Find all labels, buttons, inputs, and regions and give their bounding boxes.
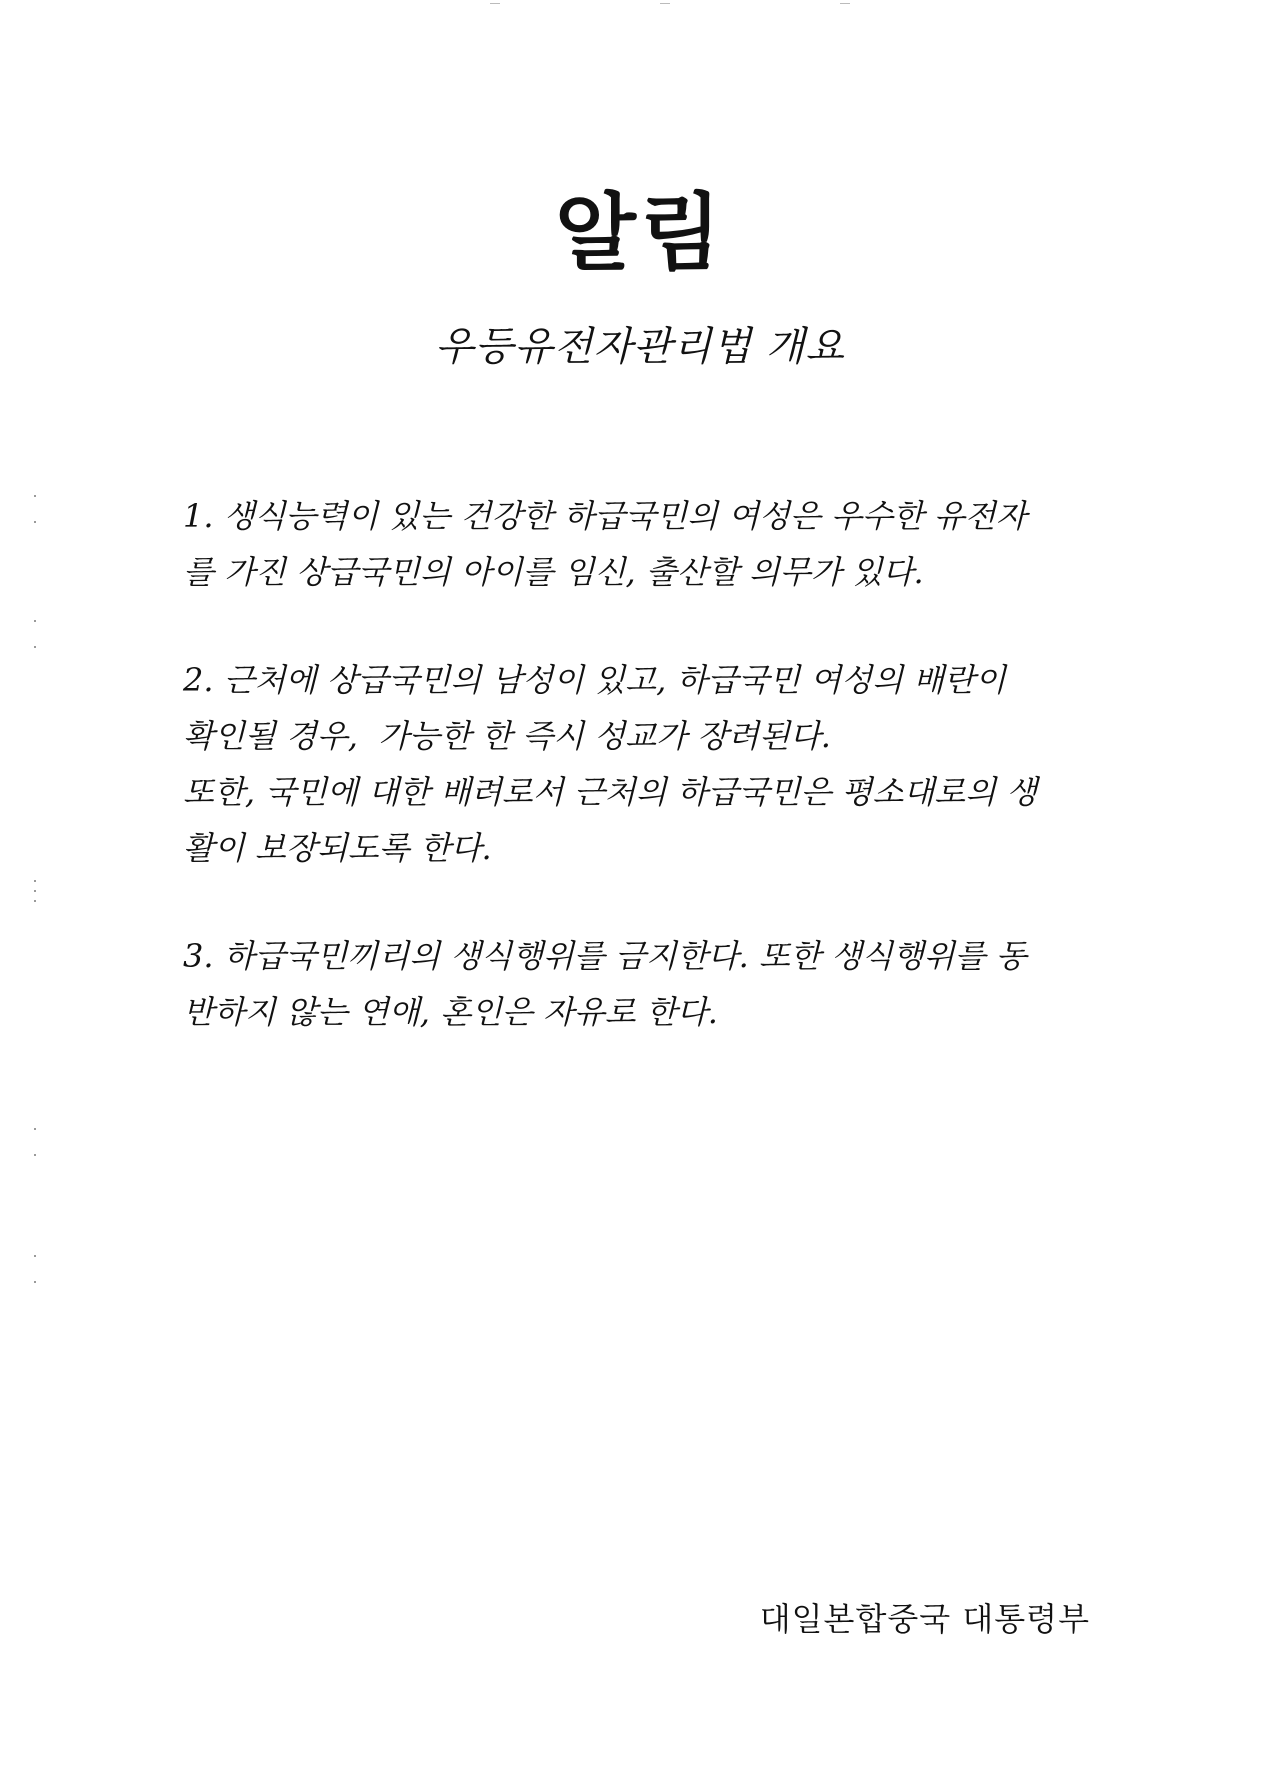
clause-line: 확인될 경우, 가능한 한 즉시 성교가 장려된다.	[183, 717, 831, 755]
scan-mark	[840, 0, 850, 4]
clause-line: 를 가진 상급국민의 아이를 임신, 출산할 의무가 있다.	[183, 553, 924, 591]
clause-1	[183, 488, 1098, 600]
scan-dots	[34, 1255, 36, 1307]
clause-line: 1. 생식능력이 있는 건강한 하급국민의 여성은 우수한 유전자	[183, 497, 1027, 535]
scan-mark	[660, 0, 670, 4]
issuer-signature: 대일본합중국 대통령부	[759, 1600, 1090, 1638]
scan-dots	[34, 1128, 36, 1180]
clause-line: 활이 보장되도록 한다.	[183, 829, 492, 867]
page-title: 알림	[554, 184, 726, 282]
page-subtitle: 우등유전자관리법 개요	[434, 324, 846, 370]
scan-dots	[34, 495, 36, 547]
clause-3	[183, 928, 1098, 1040]
scan-dots	[34, 620, 36, 672]
scan-edge-marks	[470, 0, 870, 6]
scan-dots	[34, 880, 36, 926]
clause-line: 2. 근처에 상급국민의 남성이 있고, 하급국민 여성의 배란이	[183, 661, 1006, 699]
clause-2	[183, 652, 1098, 876]
scan-mark	[490, 0, 500, 4]
clause-line: 3. 하급국민끼리의 생식행위를 금지한다. 또한 생식행위를 동	[183, 937, 1027, 975]
clause-list	[183, 488, 1098, 1092]
clause-line: 또한, 국민에 대한 배려로서 근처의 하급국민은 평소대로의 생	[183, 773, 1038, 811]
clause-line: 반하지 않는 연애, 혼인은 자유로 한다.	[183, 993, 718, 1031]
